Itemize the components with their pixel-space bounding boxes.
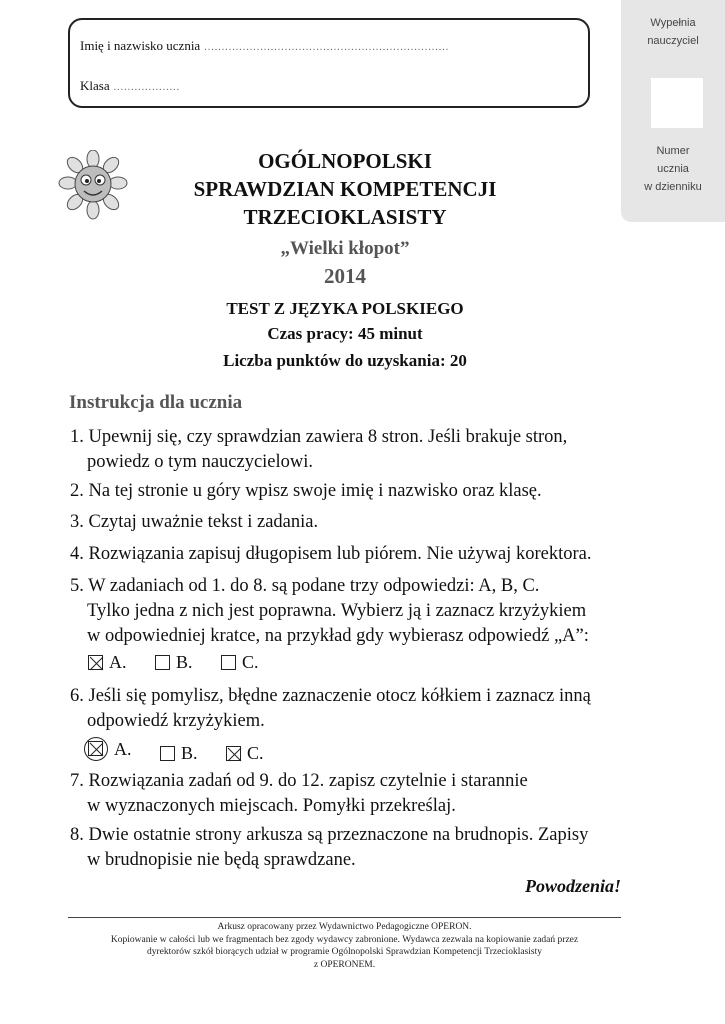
instruction-6: 6. Jeśli się pomylisz, błędne zaznaczenie otocz kółkiem i zaznacz inną odpowiedź krzyżykiem.	[70, 686, 591, 731]
checkbox-c[interactable]	[221, 655, 236, 670]
cross-icon	[89, 656, 104, 671]
footer-notice: Arkusz opracowany przez Wydawnictwo Pedagogiczne OPERON. Kopiowanie w całości lub we fragmentach bez zgody wydawcy zabronione. Wydawca zezwala na kopiowanie zadań przez dyrektorów szkół biorących udział w programie Ogólnopolski Sprawdzian Kompetencji Trzecioklasisty z OPERONEM.	[110, 922, 579, 970]
checkbox-a-crossed[interactable]	[88, 655, 103, 670]
instruction-2: 2. Na tej stronie u góry wpisz swoje imię i nazwisko oraz klasę.	[70, 481, 542, 501]
checkbox-b[interactable]	[155, 655, 170, 670]
footer-divider	[68, 917, 621, 918]
teacher-fill-label: Wypełnia nauczyciel	[647, 17, 699, 47]
teacher-panel	[621, 0, 725, 222]
student-name-field[interactable]	[80, 38, 449, 54]
instruction-5: 5. W zadaniach od 1. do 8. są podane trzy odpowiedzi: A, B, C. Tylko jedna z nich jest poprawna. Wybierz ją i zaznacz krzyżykiem w odpowiedniej kratce, na przykład gdy wybierasz odpowiedź „A”:	[70, 576, 589, 646]
cross-icon	[227, 747, 242, 762]
title-line-2: SPRAWDZIAN KOMPETENCJI	[193, 177, 497, 201]
checkbox-b[interactable]	[160, 746, 175, 761]
student-number-box[interactable]	[651, 78, 703, 128]
instruction-4: 4. Rozwiązania zapisuj długopisem lub piórem. Nie używaj korektora.	[70, 544, 592, 564]
student-info-box	[68, 18, 590, 108]
instruction-8: 8. Dwie ostatnie strony arkusza są przeznaczone na brudnopis. Zapisy w brudnopisie nie będą sprawdzane.	[70, 825, 589, 870]
time-limit: Czas pracy: 45 minut	[267, 324, 423, 343]
student-name-dots: ......................................................................	[204, 42, 450, 53]
mascot-logo	[58, 150, 128, 220]
instructions-title: Instrukcja dla ucznia	[69, 392, 243, 413]
instruction-3: 3. Czytaj uważnie tekst i zadania.	[70, 512, 319, 532]
class-dots: ...................	[113, 82, 181, 93]
instruction-7: 7. Rozwiązania zadań od 9. do 12. zapisz czytelnie i starannie w wyznaczonych miejscach. Pomyłki przekreślaj.	[70, 771, 528, 816]
example-checkboxes-1: A. B. C.	[88, 652, 283, 675]
instruction-1: 1. Upewnij się, czy sprawdzian zawiera 8 stron. Jeśli brakuje stron, powiedz o tym nauczycielowi.	[70, 427, 568, 472]
title-line-1: OGÓLNOPOLSKI	[258, 149, 432, 173]
year: 2014	[324, 264, 366, 288]
student-number-label: Numer ucznia w dzienniku	[644, 145, 702, 193]
student-name-label: Imię i nazwisko ucznia	[80, 38, 201, 53]
good-luck-text: Powodzenia!	[524, 876, 621, 896]
test-name: TEST Z JĘZYKA POLSKIEGO	[226, 299, 464, 318]
cross-icon	[89, 742, 104, 757]
subtitle: „Wielki kłopot”	[280, 238, 410, 259]
example-checkboxes-2: A. B. C.	[84, 737, 288, 766]
class-label: Klasa	[80, 78, 110, 93]
title-line-3: TRZECIOKLASISTY	[243, 205, 447, 229]
points-total: Liczba punktów do uzyskania: 20	[223, 351, 467, 370]
checkbox-c-crossed[interactable]	[226, 746, 241, 761]
class-field[interactable]	[80, 78, 180, 94]
checkbox-a-circled[interactable]	[84, 737, 108, 761]
